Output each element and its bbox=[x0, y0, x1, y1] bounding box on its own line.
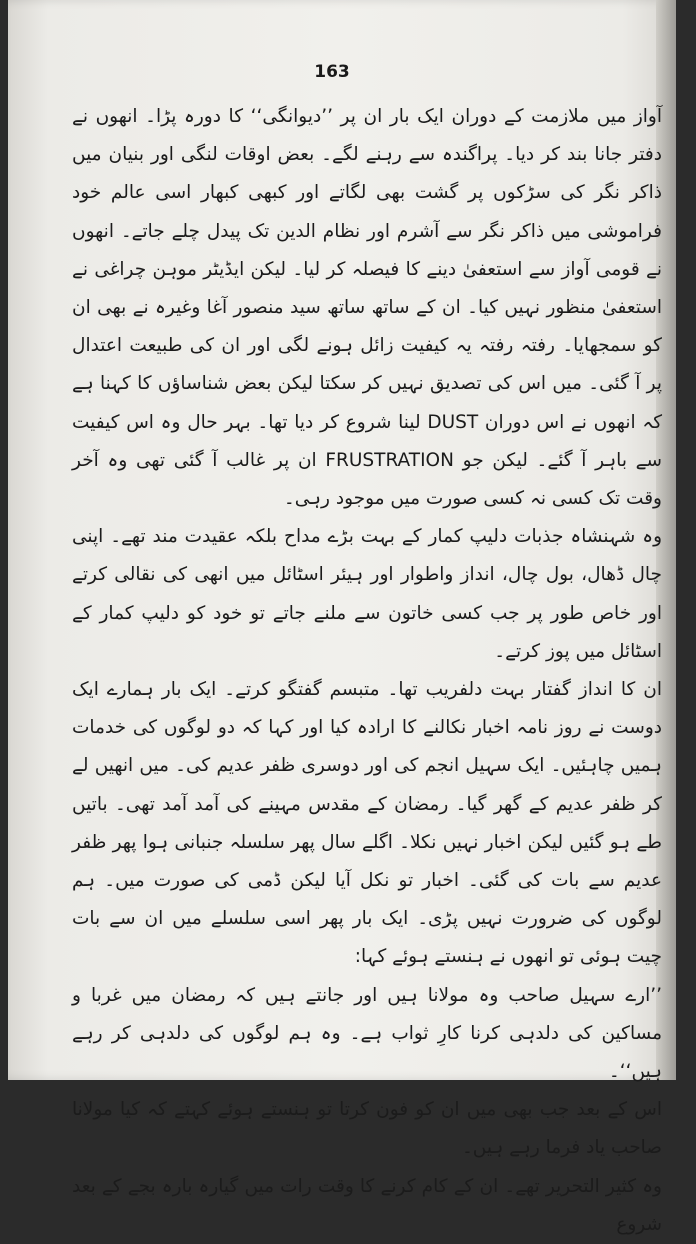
paragraph-3: ان کا انداز گفتار بہت دلفریب تھا۔ متبسم گفتگو کرتے۔ ایک بار ہمارے ایک دوست نے روز نامہ اخبار نکالنے کا ارادہ کیا اور کہا کہ دو لوگوں کی خدمات ہمیں چاہئیں۔ ایک سہیل انجم کی اور دوسری ظفر عدیم کی۔ میں انھیں لے کر ظفر عدیم کے گھر گیا۔ رمضان کے مقدس مہینے کی آمد آمد تھی۔ باتیں طے ہو گئیں لیکن اخبار نہیں نکلا۔ اگلے سال پھر سلسلہ جنبانی ہوا پھر ظفر عدیم سے بات کی گئی۔ اخبار تو نکل آیا لیکن ڈمی کی صورت میں۔ ہم لوگوں کی ضرورت نہیں پڑی۔ ایک بار پھر اسی سلسلے میں ان سے بات چیت ہوئی تو انھوں نے ہنستے ہوئے کہا: bbox=[72, 679, 662, 968]
quoted-paragraph: ’’ارے سہیل صاحب وہ مولانا ہیں اور جانتے ہیں کہ رمضان میں غربا و مساکین کی دلدہی کرنا کارِ ثواب ہے۔ وہ ہم لوگوں کی دلدہی کر رہے ہیں‘‘۔ bbox=[72, 984, 662, 1083]
page-body-text bbox=[72, 98, 662, 1244]
paragraph-1: آواز میں ملازمت کے دوران ایک بار ان پر ’’دیوانگی‘‘ کا دورہ پڑا۔ انھوں نے دفتر جانا بند کر دیا۔ پراگندہ سے رہنے لگے۔ بعض اوقات لنگی اور بنیان میں ذاکر نگر کی سڑکوں پر گشت بھی لگاتے اور کبھی کبھار اسی عالم خود فراموشی میں ذاکر نگر سے آشرم اور نظام الدین تک پیدل چلے جاتے۔ انھوں نے قومی آواز سے استعفیٰ دینے کا فیصلہ کر لیا۔ لیکن ایڈیٹر موہن چراغی نے استعفیٰ منظور نہیں کیا۔ ان کے ساتھ ساتھ سید منصور آغا وغیرہ نے بھی ان کو سمجھایا۔ رفتہ رفتہ یہ کیفیت زائل ہونے لگی اور ان کی طبیعت اعتدال پر آ گئی۔ میں اس کی تصدیق نہیں کر سکتا لیکن بعض شناساؤں کا کہنا ہے کہ انھوں نے اس دوران DUST لینا شروع کر دیا تھا۔ بہر حال وہ اس کیفیت سے باہر آ گئے۔ لیکن جو FRUSTRATION ان پر غالب آ گئی تھی وہ آخر وقت تک کسی نہ کسی صورت میں موجود رہی۔ bbox=[72, 106, 663, 510]
paragraph-6: وہ کثیر التحریر تھے۔ ان کے کام کرنے کا وقت رات میں گیارہ بارہ بجے کے بعد شروع bbox=[72, 1175, 662, 1235]
book-page bbox=[8, 0, 676, 1235]
paragraph-2: وہ شہنشاہ جذبات دلیپ کمار کے بہت بڑے مداح بلکہ عقیدت مند تھے۔ اپنی چال ڈھال، بول چال، انداز واطوار اور ہیئر اسٹائل میں انھی کی نقالی کرتے اور خاص طور پر جب کسی خاتون سے ملنے جاتے تو خود کو دلیپ کمار کے اسٹائل میں پوز کرتے۔ bbox=[72, 526, 662, 662]
page-number: 163 bbox=[314, 62, 350, 82]
paragraph-5: اس کے بعد جب بھی میں ان کو فون کرتا تو ہنستے ہوئے کہتے کہ کیا مولانا صاحب یاد فرما رہے ہیں۔ bbox=[72, 1099, 662, 1159]
